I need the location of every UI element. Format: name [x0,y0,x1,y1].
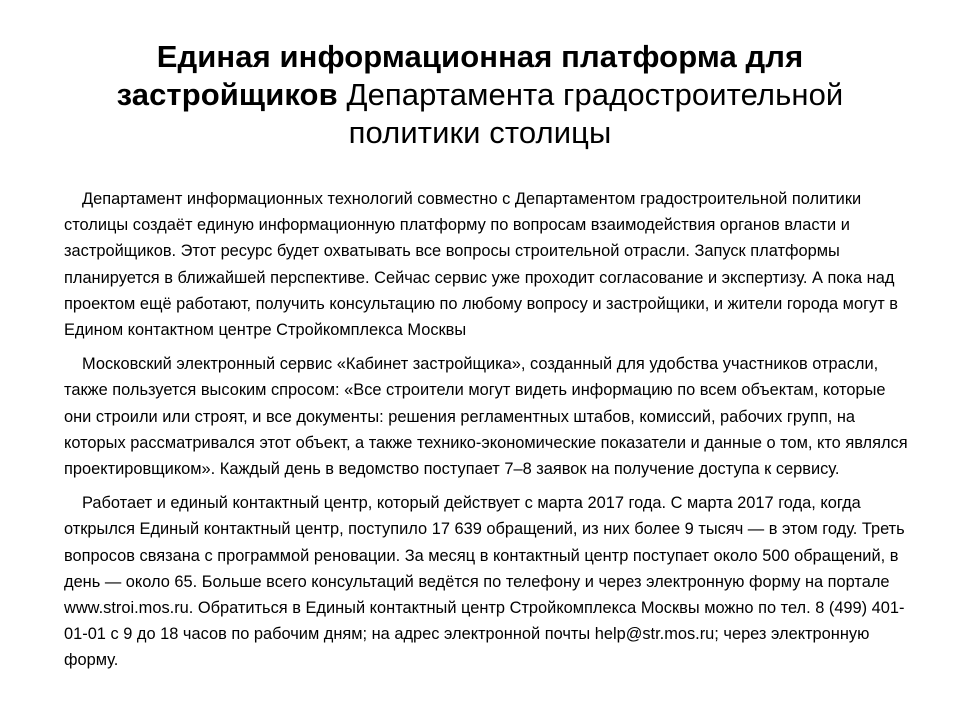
title-bold-part: Единая информационная платформа для застройщиков [116,39,804,112]
paragraph-developer-cabinet: Московский электронный сервис «Кабинет застройщика», созданный для удобства участников отрасли, также пользуется высоким спросом: «Все строители могут видеть информацию по всем объектам, которые они строили или строят, и все документы: решения регламентных штабов, комиссий, рабочих групп, на которых рассматривался этот объект, а также технико-экономические показатели и данные о том, кто являлся проектировщиком». Каждый день в ведомство поступает 7–8 заявок на получение доступа к сервису. [64,355,908,479]
slide-title [60,38,900,152]
slide-body [64,186,910,682]
paragraph-contact-center: Работает и единый контактный центр, который действует с марта 2017 года. С марта 2017 года, когда открылся Единый контактный центр, поступило 17 639 обращений, из них более 9 тысяч — в этом году. Треть вопросов связана с программой реновации. За месяц в контактный центр поступает около 500 обращений, в день — около 65. Больше всего консультаций ведётся по телефону и через электронную форму на портале www.stroi.mos.ru. Обратиться в Единый контактный центр Стройкомплекса Москвы можно по тел. 8 (499) 401-01-01 с 9 до 18 часов по рабочим дням; на адрес электронной почты help@str.mos.ru; через электронную форму. [64,494,905,670]
title-normal-part: Департамента градостроительной политики столицы [346,77,844,150]
paragraph-platform: Департамент информационных технологий совместно с Департаментом градостроительной политики столицы создаёт единую информационную платформу по вопросам взаимодействия органов власти и застройщиков. Этот ресурс будет охватывать все вопросы строительной отрасли. Запуск платформы планируется в ближайшей перспективе. Сейчас сервис уже проходит согласование и экспертизу. А пока над проектом ещё работают, получить консультацию по любому вопросу и застройщики, и жители города могут в Едином контактном центре Стройкомплекса Москвы [64,190,899,340]
